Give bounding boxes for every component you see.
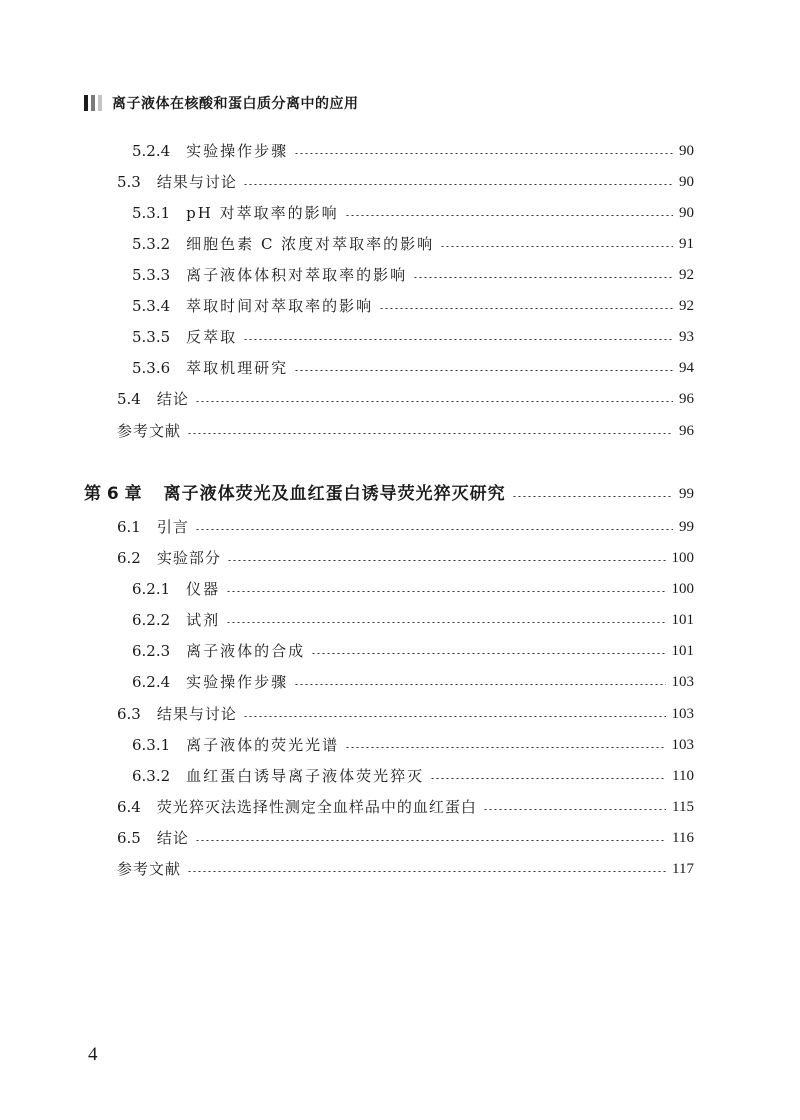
toc-title: 离子液体的荧光光谱 <box>186 736 340 754</box>
toc-entry-5-3[interactable] <box>117 169 694 195</box>
toc-title: 实验操作步骤 <box>186 142 289 160</box>
dot-leader <box>243 184 673 185</box>
dot-leader <box>512 496 673 497</box>
toc-title: 结果与讨论 <box>156 173 237 191</box>
dot-leader <box>294 684 665 685</box>
dot-leader <box>226 622 665 623</box>
toc-title: 实验部分 <box>156 549 221 567</box>
toc-number: 6.4 <box>117 798 141 816</box>
toc-entry-5-2-4[interactable] <box>132 138 694 164</box>
toc-page: 116 <box>672 830 694 846</box>
toc-title: 荧光猝灭法选择性测定全血样品中的血红蛋白 <box>156 798 477 816</box>
toc-page: 99 <box>679 486 694 502</box>
dot-leader <box>413 277 673 278</box>
toc-title: 离子液体体积对萃取率的影响 <box>186 266 408 284</box>
toc-page: 103 <box>671 737 694 753</box>
dot-leader <box>187 433 673 434</box>
dot-leader <box>483 809 666 810</box>
running-header <box>84 92 359 114</box>
toc-number: 6.2.4 <box>132 673 171 691</box>
toc-page: 91 <box>679 236 694 252</box>
toc-title: pH 对萃取率的影响 <box>186 204 339 222</box>
toc-page: 101 <box>671 643 694 659</box>
toc-number: 6.3.2 <box>132 767 171 785</box>
toc-number: 5.3.2 <box>132 235 171 253</box>
toc-page: 110 <box>672 768 694 784</box>
toc-number: 6.2.2 <box>132 611 171 629</box>
toc-entry-5-3-1[interactable] <box>132 200 694 226</box>
toc-title: 结果与讨论 <box>156 705 237 723</box>
toc-number: 5.3.3 <box>132 266 171 284</box>
toc-page: 96 <box>679 423 694 439</box>
toc-page: 100 <box>671 550 694 566</box>
toc-entry-6-3-1[interactable] <box>132 732 694 758</box>
chapter-title: 离子液体荧光及血红蛋白诱导荧光猝灭研究 <box>163 484 506 504</box>
dot-leader <box>195 840 666 841</box>
toc-page: 100 <box>671 581 694 597</box>
toc-title: 萃取时间对萃取率的影响 <box>186 297 374 315</box>
toc-number: 5.3.1 <box>132 204 171 222</box>
toc-title: 实验操作步骤 <box>186 673 289 691</box>
toc-page: 90 <box>679 205 694 221</box>
toc-entry-5-3-5[interactable] <box>132 324 694 350</box>
toc-number: 6.3.1 <box>132 736 171 754</box>
toc-title: 引言 <box>156 518 189 536</box>
dot-leader <box>294 370 673 371</box>
toc-title: 结论 <box>156 829 189 847</box>
toc-title: 萃取机理研究 <box>186 359 289 377</box>
dot-leader <box>440 246 673 247</box>
toc-entry-6-4[interactable] <box>117 794 694 820</box>
toc-page: 96 <box>679 391 694 407</box>
toc-entry-6-2-3[interactable] <box>132 638 694 664</box>
toc-title: 细胞色素 C 浓度对萃取率的影响 <box>186 235 435 253</box>
toc-entry-6-3[interactable] <box>117 701 694 727</box>
toc-entry-5-3-3[interactable] <box>132 262 694 288</box>
dot-leader <box>345 747 665 748</box>
toc-title: 反萃取 <box>186 328 238 346</box>
toc-title: 试剂 <box>186 611 221 629</box>
toc-entry-5-4[interactable] <box>117 386 694 412</box>
toc-entry-6-2-4[interactable] <box>132 669 694 695</box>
toc-number: 5.3.5 <box>132 328 171 346</box>
dot-leader <box>345 215 673 216</box>
toc-title: 血红蛋白诱导离子液体荧光猝灭 <box>186 767 425 785</box>
dot-leader <box>379 308 673 309</box>
toc-entry-references-5[interactable] <box>117 418 694 444</box>
dot-leader <box>243 339 673 340</box>
toc-entry-6-2-2[interactable] <box>132 607 694 633</box>
toc-number: 5.2.4 <box>132 142 171 160</box>
toc-title: 参考文献 <box>117 422 182 440</box>
toc-page: 117 <box>672 861 694 877</box>
toc-entry-6-3-2[interactable] <box>132 763 694 789</box>
toc-page: 90 <box>679 143 694 159</box>
toc-entry-6-1[interactable] <box>117 514 694 540</box>
dot-leader <box>227 560 666 561</box>
toc-entry-5-3-2[interactable] <box>132 231 694 257</box>
toc-number: 6.2.1 <box>132 580 171 598</box>
toc-title: 仪器 <box>186 580 221 598</box>
toc-title: 离子液体的合成 <box>186 642 306 660</box>
toc-page: 90 <box>679 174 694 190</box>
chapter-number: 第 6 章 <box>84 484 142 504</box>
toc-page: 94 <box>679 360 694 376</box>
toc-entry-6-2-1[interactable] <box>132 576 694 602</box>
dot-leader <box>195 401 673 402</box>
dot-leader <box>294 153 673 154</box>
toc-number: 6.3 <box>117 705 141 723</box>
toc-page: 103 <box>671 674 694 690</box>
toc-entry-references-6[interactable] <box>117 856 694 882</box>
toc-page: 101 <box>671 612 694 628</box>
toc-number: 6.1 <box>117 518 141 536</box>
dot-leader <box>195 529 673 530</box>
toc-page: 99 <box>679 519 694 535</box>
toc-entry-6-5[interactable] <box>117 825 694 851</box>
toc-page: 92 <box>679 267 694 283</box>
toc-number: 5.3.4 <box>132 297 171 315</box>
toc-page: 92 <box>679 298 694 314</box>
toc-entry-6-2[interactable] <box>117 545 694 571</box>
toc-number: 6.2.3 <box>132 642 171 660</box>
toc-entry-5-3-6[interactable] <box>132 355 694 381</box>
toc-title: 参考文献 <box>117 860 182 878</box>
header-bars-icon <box>84 95 102 111</box>
dot-leader <box>187 871 666 872</box>
dot-leader <box>226 591 665 592</box>
toc-entry-5-3-4[interactable] <box>132 293 694 319</box>
toc-number: 6.2 <box>117 549 141 567</box>
toc-title: 结论 <box>156 390 189 408</box>
toc-number: 5.3.6 <box>132 359 171 377</box>
toc-number: 6.5 <box>117 829 141 847</box>
dot-leader <box>311 653 665 654</box>
toc-number: 5.3 <box>117 173 141 191</box>
toc-page: 93 <box>679 329 694 345</box>
toc-number: 5.4 <box>117 390 141 408</box>
toc-page: 103 <box>671 706 694 722</box>
dot-leader <box>430 778 666 779</box>
dot-leader <box>243 716 666 717</box>
toc-entry-chapter-6[interactable] <box>84 481 694 507</box>
page-number: 4 <box>88 1044 98 1065</box>
book-title: 离子液体在核酸和蛋白质分离中的应用 <box>112 96 359 112</box>
toc-page: 115 <box>672 799 694 815</box>
